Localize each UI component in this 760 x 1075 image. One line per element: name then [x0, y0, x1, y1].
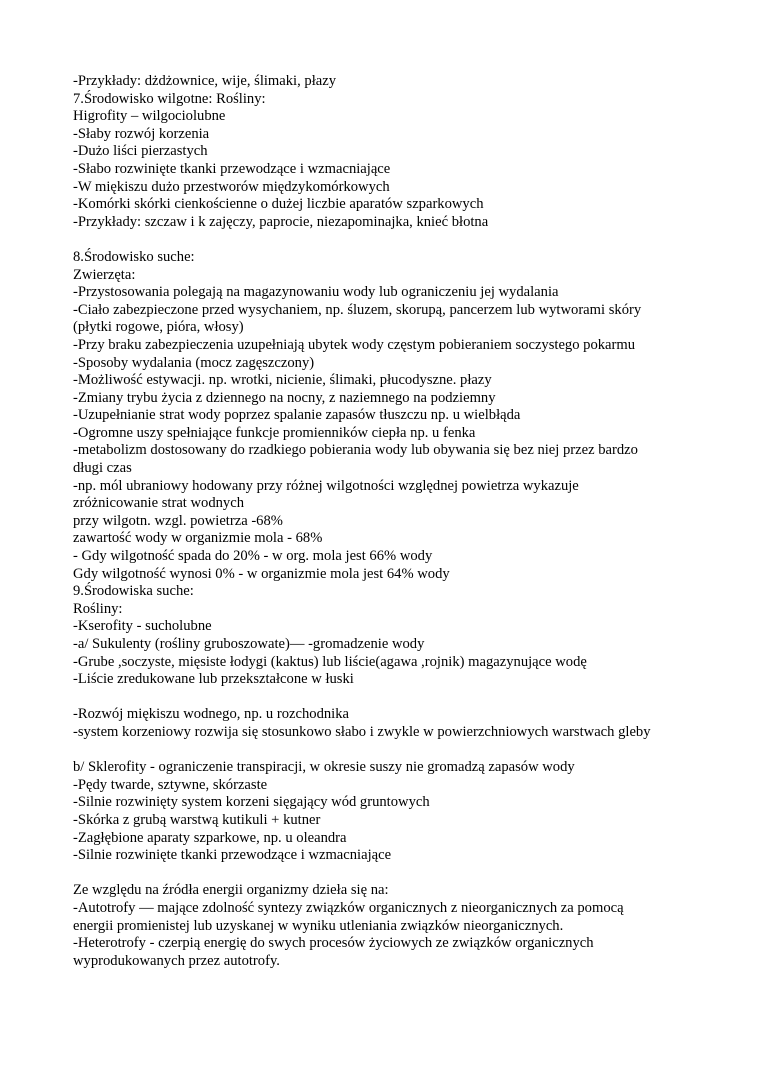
- text-line: Higrofity – wilgociolubne: [73, 108, 226, 125]
- text-line: -Pędy twarde, sztywne, skórzaste: [73, 776, 268, 793]
- text-line: -Liście zredukowane lub przekształcone w łuski: [73, 671, 354, 688]
- text-line: -Przy braku zabezpieczenia uzupełniają ubytek wody częstym pobieraniem soczystego pokarmu: [73, 336, 636, 353]
- document-text: [73, 73, 693, 970]
- section-heading: 7.Środowisko wilgotne: Rośliny:: [73, 90, 266, 107]
- text-line: -Rozwój miękiszu wodnego, np. u rozchodnika: [73, 706, 350, 723]
- text-line: (płytki rogowe, pióra, włosy): [73, 319, 244, 336]
- text-line: -Uzupełnianie strat wody poprzez spalanie zapasów tłuszczu np. u wielbłąda: [73, 407, 521, 424]
- text-line: -Silnie rozwinięty system korzeni sięgający wód gruntowych: [73, 794, 430, 811]
- paragraph-gap: [73, 865, 693, 883]
- text-line: -metabolizm dostosowany do rzadkiego pobierania wody lub obywania się bez niej przez bardzo: [73, 442, 638, 459]
- text-line: -Ogromne uszy spełniające funkcje promienników ciepła np. u fenka: [73, 424, 476, 441]
- text-line: b/ Sklerofity - ograniczenie transpiracji, w okresie suszy nie gromadzą zapasów wody: [73, 759, 575, 776]
- text-line: -Przykłady: szczaw i k zajęczy, paprocie, niezapominajka, knieć błotna: [73, 213, 489, 230]
- text-line: -np. mól ubraniowy hodowany przy różnej wilgotności względnej powietrza wykazuje: [73, 477, 579, 494]
- text-line: -system korzeniowy rozwija się stosunkowo słabo i zwykle w powierzchniowych warstwach gleby: [73, 723, 651, 740]
- text-line: -Silnie rozwinięte tkanki przewodzące i wzmacniające: [73, 847, 392, 864]
- text-line: przy wilgotn. wzgl. powietrza -68%: [73, 512, 283, 529]
- text-line: -a/ Sukulenty (rośliny gruboszowate)— -gromadzenie wody: [73, 636, 425, 652]
- section-heading: 8.Środowisko suche:: [73, 248, 195, 265]
- text-line: - Gdy wilgotność spada do 20% - w org. mola jest 66% wody: [73, 548, 433, 565]
- text-line: -Autotrofy — mające zdolność syntezy związków organicznych z nieorganicznych za pomocą: [73, 899, 624, 916]
- text-line: zróżnicowanie strat wodnych: [73, 495, 245, 512]
- text-line: wyprodukowanych przez autotrofy.: [73, 952, 280, 969]
- text-line: -Przykłady: dżdżownice, wije, ślimaki, płazy: [73, 73, 337, 89]
- text-line: długi czas: [73, 460, 132, 477]
- text-line: Rośliny:: [73, 600, 123, 617]
- text-line: Zwierzęta:: [73, 266, 136, 283]
- text-line: -Słabo rozwinięte tkanki przewodzące i wzmacniające: [73, 160, 391, 177]
- text-line: -Grube ,soczyste, mięsiste łodygi (kaktus) lub liście(agawa ,rojnik) magazynujące wodę: [73, 653, 587, 670]
- text-line: Gdy wilgotność wynosi 0% - w organizmie mola jest 64% wody: [73, 565, 450, 582]
- paragraph-gap: [73, 231, 693, 249]
- text-line: -Skórka z grubą warstwą kutikuli + kutner: [73, 811, 321, 828]
- paragraph-gap: [73, 742, 693, 760]
- text-line: -Przystosowania polegają na magazynowaniu wody lub ograniczeniu jej wydalania: [73, 284, 559, 301]
- text-line: energii promienistej lub uzyskanej w wyniku utleniania związków nieorganicznych.: [73, 917, 564, 934]
- text-line: -Możliwość estywacji. np. wrotki, nicienie, ślimaki, płucodyszne. płazy: [73, 372, 492, 389]
- text-line: -Dużo liści pierzastych: [73, 143, 208, 160]
- text-line: -Ciało zabezpieczone przed wysychaniem, np. śluzem, skorupą, pancerzem lub wytworami skóry: [73, 301, 642, 318]
- section-heading: 9.Środowiska suche:: [73, 583, 194, 600]
- text-line: -Słaby rozwój korzenia: [73, 125, 210, 142]
- text-line: -Komórki skórki cienkościenne o dużej liczbie aparatów szparkowych: [73, 196, 484, 213]
- text-line: -Zmiany trybu życia z dziennego na nocny, z naziemnego na podziemny: [73, 389, 496, 406]
- paragraph-gap: [73, 689, 693, 707]
- text-line: -W miękiszu dużo przestworów międzykomórkowych: [73, 178, 390, 195]
- text-line: -Sposoby wydalania (mocz zagęszczony): [73, 354, 315, 371]
- text-line: -Zagłębione aparaty szparkowe, np. u oleandra: [73, 829, 347, 846]
- text-line: Ze względu na źródła energii organizmy dzieła się na:: [73, 882, 389, 899]
- text-line: -Kserofity - sucholubne: [73, 618, 212, 635]
- text-line: -Heterotrofy - czerpią energię do swych procesów życiowych ze związków organicznych: [73, 935, 594, 952]
- text-line: zawartość wody w organizmie mola - 68%: [73, 530, 323, 547]
